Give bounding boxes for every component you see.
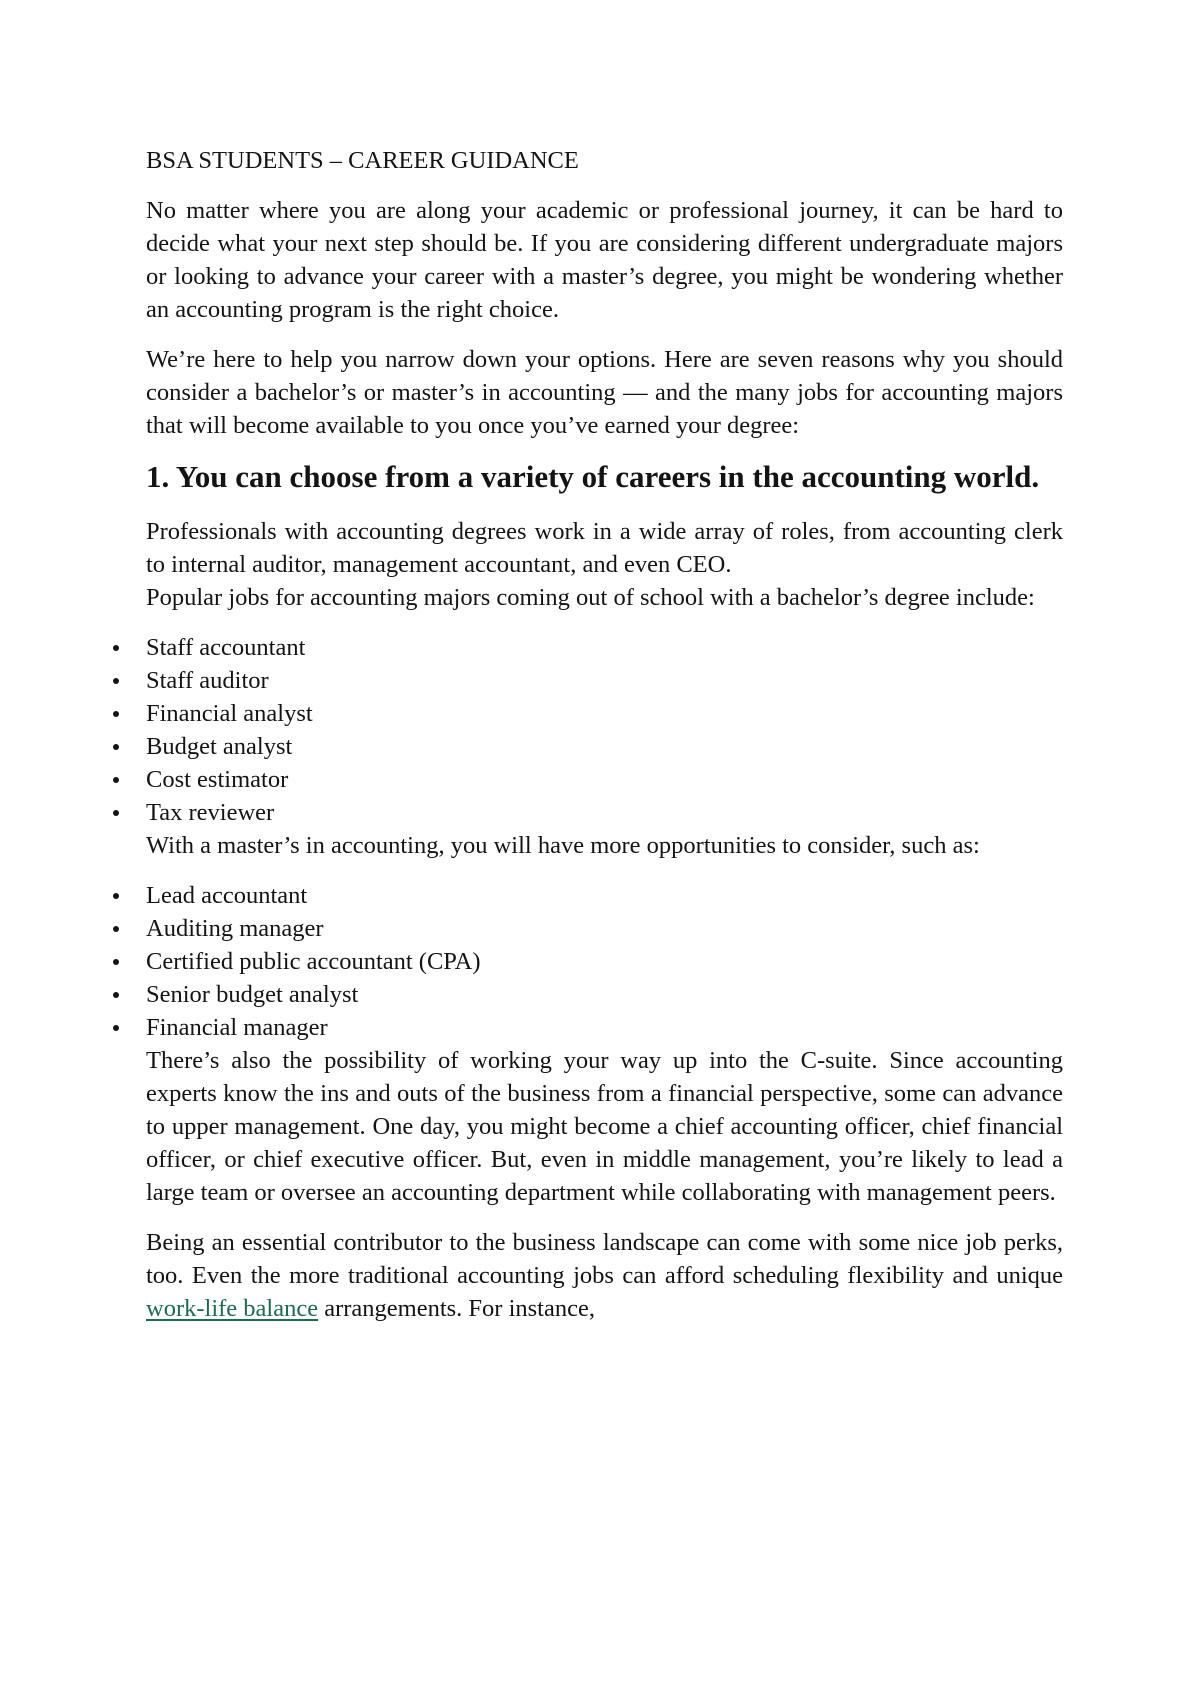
- document-page: [146, 144, 1063, 1342]
- list-item: Auditing manager: [146, 912, 1063, 945]
- bachelor-jobs-list: [146, 631, 1063, 829]
- list-item: Financial analyst: [146, 697, 1063, 730]
- intro-paragraph-2: We’re here to help you narrow down your options. Here are seven reasons why you should consider a bachelor’s or master’s in accounting — and the many jobs for accounting majors that will become available to you once you’ve earned your degree:: [146, 346, 1063, 439]
- intro-paragraph-1: No matter where you are along your academic or professional journey, it can be hard to decide what your next step should be. If you are considering different undergraduate majors or looking to advance your career with a master’s degree, you might be wondering whether an accounting program is the right choice.: [146, 197, 1063, 323]
- perks-text-before: Being an essential contributor to the business landscape can come with some nice job perks, too. Even the more traditional accounting jobs can afford scheduling flexibility and unique: [146, 1229, 1063, 1289]
- list-item: Tax reviewer: [146, 796, 1063, 829]
- section-1-paragraph-1: Professionals with accounting degrees work in a wide array of roles, from accounting clerk to internal auditor, management accountant, and even CEO.: [146, 518, 1063, 578]
- perks-paragraph: [146, 1226, 1063, 1325]
- list-item: Staff auditor: [146, 664, 1063, 697]
- list-item: Cost estimator: [146, 763, 1063, 796]
- work-life-balance-link[interactable]: work-life balance: [146, 1295, 319, 1322]
- section-1-paragraph-2: Popular jobs for accounting majors coming out of school with a bachelor’s degree include:: [146, 584, 1035, 611]
- masters-intro-paragraph: With a master’s in accounting, you will have more opportunities to consider, such as:: [146, 832, 980, 859]
- c-suite-paragraph: There’s also the possibility of working your way up into the C-suite. Since accounting experts know the ins and outs of the business from a financial perspective, some can advance to upper management. One day, you might become a chief accounting officer, chief financial officer, or chief executive officer. But, even in middle management, you’re likely to lead a large team or oversee an accounting department while collaborating with management peers.: [146, 1047, 1063, 1206]
- perks-text-after: arrangements. For instance,: [318, 1295, 595, 1322]
- list-item: Senior budget analyst: [146, 978, 1063, 1011]
- section-1-heading: 1. You can choose from a variety of careers in the accounting world.: [146, 459, 1040, 494]
- list-item: Lead accountant: [146, 879, 1063, 912]
- list-item: Budget analyst: [146, 730, 1063, 763]
- list-item: Financial manager: [146, 1011, 1063, 1044]
- document-title: BSA STUDENTS – CAREER GUIDANCE: [146, 147, 579, 174]
- master-jobs-list: [146, 879, 1063, 1044]
- list-item: Certified public accountant (CPA): [146, 945, 1063, 978]
- list-item: Staff accountant: [146, 631, 1063, 664]
